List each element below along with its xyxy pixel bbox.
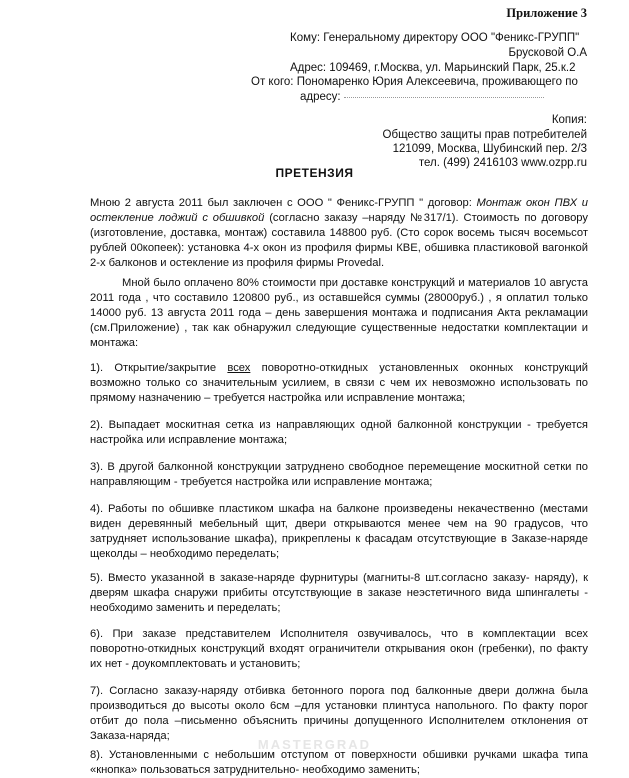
item-1-text-b: поворотно-откидных установленных оконных конструкций возможно только со значительным усилием, в связи с чем их невозможно использовать по прямому назначению – требуется настройка или исправление монтажа; <box>90 362 588 404</box>
claim-item-4 <box>90 502 588 562</box>
item-7-text: 7). Согласно заказу-наряду отбивка бетонного порога под балконные двери должна была производиться до высоты около 6см –для установки плинтуса напольного. По факту порог отбит до пола –письменно объяснить причины допущенного Исполнителем отклонения от Заказа-наряда; <box>90 685 588 742</box>
item-1-underlined: всех <box>227 362 251 374</box>
intro-paragraph-1 <box>90 196 588 271</box>
item-3-text: 3). В другой балконной конструкции затруднено свободное перемещение москитной сетки по направляющим - требуется настройка или исправление монтажа; <box>90 461 588 488</box>
intro-paragraph-2 <box>90 276 588 351</box>
copy-contacts: тел. (499) 2416103 www.ozpp.ru <box>418 157 587 169</box>
to-line: Кому: Генеральному директору ООО "Феникс-ГРУПП" <box>290 32 580 44</box>
claim-item-8 <box>90 748 588 778</box>
item-2-text: 2). Выпадает москитная сетка из направляющих одной балконной конструкции - требуется настройка или исправление монтажа; <box>90 419 588 446</box>
intro-text-2: Мной было оплачено 80% стоимости при доставке конструкций и материалов 10 августа 2011 года , что составило 120800 руб., из оставшейся суммы (28000руб.) , я оплатил только 14000 руб. 13 августа 2011 года – день завершения монтажа и подписания Акта рекламации (см.Приложение) , так как обнаружил следующие существенные недостатки комплектации и монтажа: <box>90 277 588 349</box>
intro-contract-subject: Монтаж окон ПВХ и остекление лоджий с обшивкой <box>90 197 588 224</box>
claim-item-6 <box>90 627 588 672</box>
item-6-text: 6). При заказе представителем Исполнителя озвучивалось, что в комплектации всех поворотно-откидных конструкций входят ограничители открывания окон (гребенки), по факту их нет - доукомплектовать и установить; <box>90 628 588 670</box>
item-4-text: 4). Работы по обшивке пластиком шкафа на балконе произведены некачественно (местами виден деревянный мебельный щит, двери открываются менее чем на 90 градусов, что затрудняет использование шкафа), прикреплены к фасадам отсутствующие в Заказе-наряде щеколды – необходимо переделать; <box>90 503 588 560</box>
item-1-text-a: 1). Открытие/закрытие <box>90 362 228 374</box>
intro-text-b: (согласно заказу –наряду №317/1). Стоимость по договору (изготовление, доставка, монтаж) составила 148800 руб. (Сто сорок восемь тысяч восемьсот рублей 00копеек): установка 4-х окон из профиля фирмы КВЕ, обшивка пластиковой вагонкой 2-х балконов и остекление из профиля фирмы Provedal. <box>90 212 588 269</box>
item-5-text: 5). Вместо указанной в заказе-наряде фурнитуры (магниты-8 шт.согласно заказу- наряду), к дверям шкафа снаружи прибиты отсутствующие в заказе неэстетичного вида шпингалеты - необходимо заменить и переделать; <box>90 572 588 614</box>
to-name: Брусковой О.А <box>508 47 587 59</box>
document-title: ПРЕТЕНЗИЯ <box>275 166 354 180</box>
intro-text-a: Мною 2 августа 2011 был заключен с ООО " Феникс-ГРУПП " договор: <box>90 197 477 209</box>
claim-item-7 <box>90 684 588 744</box>
address-line: Адрес: 109469, г.Москва, ул. Марьинский Парк, 25.к.2 <box>290 62 576 74</box>
copy-label: Копия: <box>551 114 587 126</box>
claim-item-5 <box>90 571 588 616</box>
from-address-row <box>300 90 544 105</box>
redacted-address <box>344 96 544 98</box>
from-address: адресу: <box>300 91 341 103</box>
item-8-text: 8). Установленными с небольшим отступом от поверхности обшивки ручками шкафа типа «кнопка» пользоваться затруднительно- необходимо заменить; <box>90 749 588 776</box>
claim-item-1 <box>90 361 588 406</box>
from-line: От кого: Пономаренко Юрия Алексеевича, проживающего по <box>251 76 578 88</box>
copy-org: Общество защиты прав потребителей <box>382 129 587 141</box>
copy-address: 121099, Москва, Шубинский пер. 2/3 <box>392 143 587 155</box>
claim-item-3 <box>90 460 588 490</box>
appendix-label: Приложение 3 <box>506 6 587 20</box>
watermark: MASTERGRAD <box>257 737 372 752</box>
claim-item-2 <box>90 418 588 448</box>
